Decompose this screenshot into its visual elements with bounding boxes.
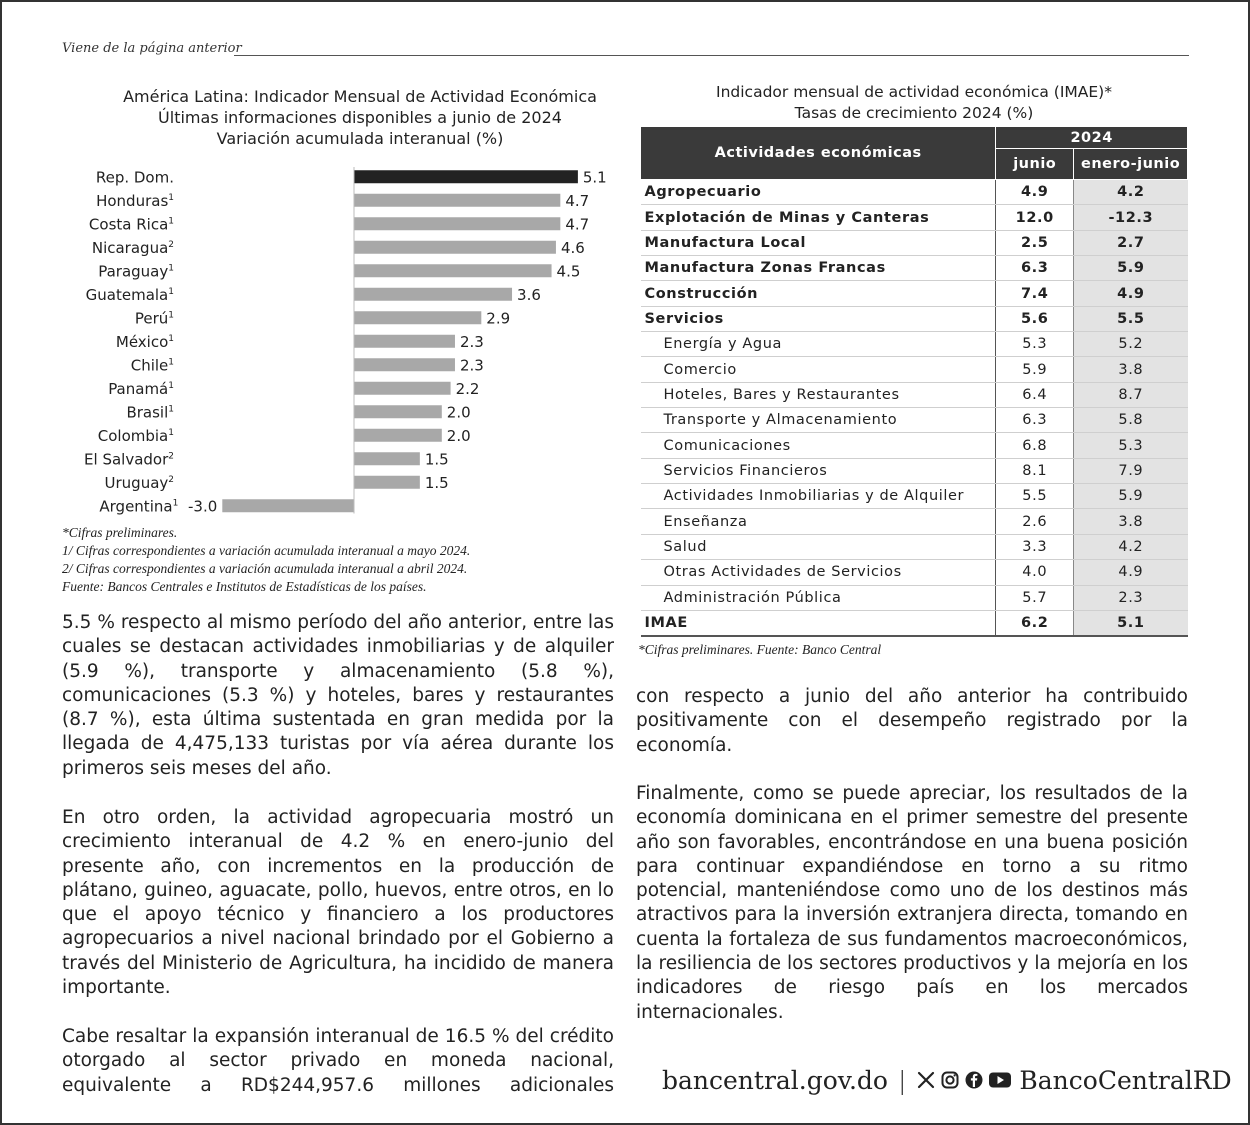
data-label: 2.3	[459, 332, 484, 351]
facebook-icon[interactable]	[964, 1070, 984, 1090]
table-row	[641, 256, 1188, 281]
table-row	[641, 458, 1188, 483]
category-label	[108, 380, 174, 398]
footnote-mark: 1	[168, 286, 174, 297]
activity-cell: Energía y Agua	[641, 332, 996, 357]
jan-june-value-cell: 4.2	[1074, 534, 1188, 559]
activity-cell: Comercio	[641, 357, 996, 382]
table-row	[641, 357, 1188, 382]
header-year: 2024	[996, 127, 1188, 149]
bar	[354, 405, 442, 418]
data-label: 2.0	[446, 426, 471, 445]
table-title-line: Indicador mensual de actividad económica (IMAE)*	[716, 83, 1112, 101]
data-label: 2.3	[459, 356, 484, 375]
jan-june-value-cell: 5.9	[1074, 256, 1188, 281]
june-value-cell: 12.0	[996, 205, 1074, 230]
jan-june-value-cell: 5.2	[1074, 332, 1188, 357]
category-label	[89, 215, 174, 233]
june-value-cell: 4.0	[996, 560, 1074, 585]
table-row	[641, 585, 1188, 610]
bar	[222, 499, 354, 512]
category-name: Honduras	[96, 191, 169, 210]
x-icon[interactable]	[916, 1070, 936, 1090]
table-row	[641, 205, 1188, 230]
chart-title-line: Últimas informaciones disponibles a junio de 2024	[158, 108, 562, 127]
category-name: Guatemala	[85, 285, 169, 304]
jan-june-value-cell: 4.2	[1074, 180, 1188, 205]
jan-june-value-cell: 8.7	[1074, 382, 1188, 407]
table-row	[641, 306, 1188, 331]
data-label: 4.6	[560, 238, 585, 257]
footer	[662, 1063, 1232, 1097]
jan-june-value-cell: 7.9	[1074, 458, 1188, 483]
data-label: 4.7	[565, 191, 590, 210]
activity-cell: Manufactura Zonas Francas	[641, 256, 996, 281]
chart-title-line: América Latina: Indicador Mensual de Actividad Económica	[123, 87, 597, 106]
paragraph: En otro orden, la actividad agropecuaria mostró un crecimiento interanual de 4.2 % en enero-junio del presente año, con incrementos en la producción de plátano, guineo, aguacate, pollo, huevos, entre otros, en lo que el apoyo técnico y financiero a los productores agropecuarios a nivel nacional brindado por el Gobierno a través del Ministerio de Agricultura, ha incidido de manera importante.	[62, 807, 614, 999]
footnote-mark: 1	[172, 498, 179, 509]
category-name: Paraguay	[98, 262, 169, 281]
jan-june-value-cell: 5.8	[1074, 408, 1188, 433]
instagram-icon[interactable]	[940, 1070, 960, 1090]
data-label: 2.9	[486, 309, 511, 328]
jan-june-value-cell: 5.3	[1074, 433, 1188, 458]
chart-note: 1/ Cifras correspondientes a variación acumulada interanual a mayo 2024.	[62, 543, 471, 558]
table-row	[641, 560, 1188, 585]
category-name: Colombia	[97, 426, 169, 445]
header-rule	[234, 55, 1189, 56]
june-value-cell: 6.2	[996, 610, 1074, 635]
bar	[354, 452, 420, 465]
table-title-line: Tasas de crecimiento 2024 (%)	[794, 104, 1034, 122]
continuation-label: Viene de la página anterior	[62, 41, 242, 56]
table-row	[641, 281, 1188, 306]
category-label	[105, 474, 174, 492]
activity-cell: Comunicaciones	[641, 433, 996, 458]
jan-june-value-cell: 2.3	[1074, 585, 1188, 610]
jan-june-value-cell: 3.8	[1074, 357, 1188, 382]
paragraph: con respecto a junio del año anterior ha contribuido positivamente con el desempeño registrado por la economía.	[636, 686, 1188, 756]
paragraph: Finalmente, como se puede apreciar, los resultados de la economía dominicana en el primer semestre del presente año son favorables, encontrándose en una buena posición para continuar expandiéndose en torno a su ritmo potencial, manteniéndose como uno de los destinos más atractivos para la inversión extranjera directa, tomando en cuenta la fortaleza de sus fundamentos macroeconómicos, la resiliencia de los sectores productivos y la mejoría en los indicadores de riesgo país en los mercados internacionales.	[636, 783, 1188, 1023]
bar	[354, 217, 560, 230]
category-name: Uruguay	[104, 473, 169, 492]
bar	[354, 429, 442, 442]
chart-title-line: Variación acumulada interanual (%)	[216, 129, 504, 148]
activity-cell: Servicios Financieros	[641, 458, 996, 483]
activity-cell: Salud	[641, 534, 996, 559]
june-value-cell: 5.5	[996, 484, 1074, 509]
june-value-cell: 3.3	[996, 534, 1074, 559]
activity-cell: Hoteles, Bares y Restaurantes	[641, 382, 996, 407]
youtube-icon[interactable]	[988, 1070, 1012, 1090]
category-label	[96, 192, 174, 210]
category-label	[131, 356, 174, 374]
activity-cell: Transporte y Almacenamiento	[641, 408, 996, 433]
category-label	[92, 239, 174, 257]
footnote-mark: 2	[168, 451, 174, 462]
bar	[354, 311, 481, 324]
data-label: -3.0	[188, 497, 218, 516]
table-row	[641, 332, 1188, 357]
table-row	[641, 408, 1188, 433]
footnote-mark: 1	[168, 192, 174, 203]
category-label	[135, 309, 174, 327]
activity-cell: Actividades Inmobiliarias y de Alquiler	[641, 484, 996, 509]
category-name: Chile	[130, 356, 169, 375]
category-label	[126, 403, 174, 421]
june-value-cell: 8.1	[996, 458, 1074, 483]
category-label	[98, 262, 174, 280]
category-name: Brasil	[126, 403, 169, 422]
chart-notes	[62, 524, 622, 596]
jan-june-value-cell: 5.9	[1074, 484, 1188, 509]
bar	[354, 264, 552, 277]
activity-cell: Explotación de Minas y Canteras	[641, 205, 996, 230]
footnote-mark: 1	[168, 357, 174, 368]
june-value-cell: 6.4	[996, 382, 1074, 407]
june-value-cell: 4.9	[996, 180, 1074, 205]
category-name: El Salvador	[84, 450, 169, 469]
category-name: México	[115, 332, 169, 351]
category-name: Costa Rica	[88, 215, 169, 234]
data-label: 1.5	[424, 473, 449, 492]
bar	[354, 241, 556, 254]
footnote-mark: 1	[168, 333, 174, 344]
category-label	[98, 427, 174, 445]
chart-note: *Cifras preliminares.	[62, 525, 178, 540]
activity-cell: Administración Pública	[641, 585, 996, 610]
category-label	[116, 333, 174, 351]
activity-cell: Servicios	[641, 306, 996, 331]
table-row	[641, 534, 1188, 559]
table-row	[641, 610, 1188, 635]
chart-title	[62, 86, 658, 149]
data-label: 3.6	[517, 285, 541, 304]
data-label: 4.7	[565, 215, 590, 234]
june-value-cell: 2.6	[996, 509, 1074, 534]
activity-cell: Enseñanza	[641, 509, 996, 534]
june-value-cell: 5.3	[996, 332, 1074, 357]
category-label	[86, 286, 174, 304]
june-value-cell: 6.3	[996, 256, 1074, 281]
footnote-mark: 1	[168, 216, 174, 227]
footnote-mark: 1	[168, 263, 174, 274]
jan-june-value-cell: 4.9	[1074, 281, 1188, 306]
data-label: 4.5	[556, 262, 581, 281]
activity-cell: Construcción	[641, 281, 996, 306]
jan-june-value-cell: -12.3	[1074, 205, 1188, 230]
paragraph: 5.5 % respecto al mismo período del año anterior, entre las cuales se destacan actividades inmobiliarias y de alquiler (5.9 %), transporte y almacenamiento (5.8 %), comunicaciones (5.3 %) y hoteles, bares y restaurantes (8.7 %), esta última sustentada en gran medida por la llegada de 4,475,133 turistas por vía aérea durante los primeros seis meses del año.	[62, 612, 614, 779]
jan-june-value-cell: 4.9	[1074, 560, 1188, 585]
footnote-mark: 2	[168, 474, 174, 485]
june-value-cell: 2.5	[996, 230, 1074, 255]
bar	[354, 335, 455, 348]
jan-june-value-cell: 5.5	[1074, 306, 1188, 331]
header-activities: Actividades económicas	[641, 127, 996, 180]
bar	[354, 170, 578, 183]
table-row	[641, 180, 1188, 205]
bar	[354, 476, 420, 489]
table-row	[641, 230, 1188, 255]
category-label	[84, 450, 174, 468]
table-row	[641, 509, 1188, 534]
june-value-cell: 6.8	[996, 433, 1074, 458]
june-value-cell: 7.4	[996, 281, 1074, 306]
data-label: 5.1	[582, 168, 607, 187]
paragraph: Cabe resaltar la expansión interanual de 16.5 % del crédito otorgado al sector privado en moneda nacional, equivalente a RD$244,957.6 millones adicionales	[62, 1026, 614, 1096]
jan-june-value-cell: 5.1	[1074, 610, 1188, 635]
category-name: Perú	[134, 309, 169, 328]
data-label: 1.5	[424, 450, 449, 469]
bar	[354, 382, 451, 395]
footnote-mark: 1	[168, 380, 174, 391]
table-note: *Cifras preliminares. Fuente: Banco Central	[638, 642, 882, 657]
bar	[354, 358, 455, 371]
footer-separator: |	[897, 1065, 907, 1095]
data-label: 2.0	[446, 403, 471, 422]
footnote-mark: 1	[168, 427, 174, 438]
bar	[354, 288, 512, 301]
activity-cell: IMAE	[641, 610, 996, 635]
page-header	[62, 41, 1189, 59]
data-label: 2.2	[455, 379, 480, 398]
activity-cell: Manufactura Local	[641, 230, 996, 255]
header-jan-june: enero-junio	[1074, 149, 1188, 180]
category-label	[99, 497, 178, 515]
category-name: Nicaragua	[91, 238, 169, 257]
june-value-cell: 6.3	[996, 408, 1074, 433]
social-handle[interactable]: BancoCentralRD	[1019, 1065, 1232, 1095]
category-name: Argentina	[99, 497, 173, 516]
table-row	[641, 433, 1188, 458]
imae-table	[640, 126, 1188, 637]
bar-chart	[62, 160, 622, 525]
chart-note: 2/ Cifras correspondientes a variación acumulada interanual a abril 2024.	[62, 561, 468, 576]
june-value-cell: 5.7	[996, 585, 1074, 610]
june-value-cell: 5.9	[996, 357, 1074, 382]
june-value-cell: 5.6	[996, 306, 1074, 331]
footnote-mark: 2	[168, 239, 174, 250]
category-name: Panamá	[108, 379, 169, 398]
category-name: Rep. Dom.	[95, 168, 174, 187]
footnote-mark: 1	[168, 310, 174, 321]
table-title	[640, 82, 1188, 124]
header-june: junio	[996, 149, 1074, 180]
imae-table-body	[641, 180, 1188, 636]
jan-june-value-cell: 2.7	[1074, 230, 1188, 255]
table-row	[641, 382, 1188, 407]
bar	[354, 194, 560, 207]
jan-june-value-cell: 3.8	[1074, 509, 1188, 534]
footnote-mark: 1	[168, 404, 174, 415]
activity-cell: Agropecuario	[641, 180, 996, 205]
category-label	[96, 168, 174, 186]
activity-cell: Otras Actividades de Servicios	[641, 560, 996, 585]
chart-note: Fuente: Bancos Centrales e Institutos de Estadísticas de los países.	[62, 579, 427, 594]
website-link[interactable]: bancentral.gov.do	[662, 1065, 888, 1095]
table-row	[641, 484, 1188, 509]
